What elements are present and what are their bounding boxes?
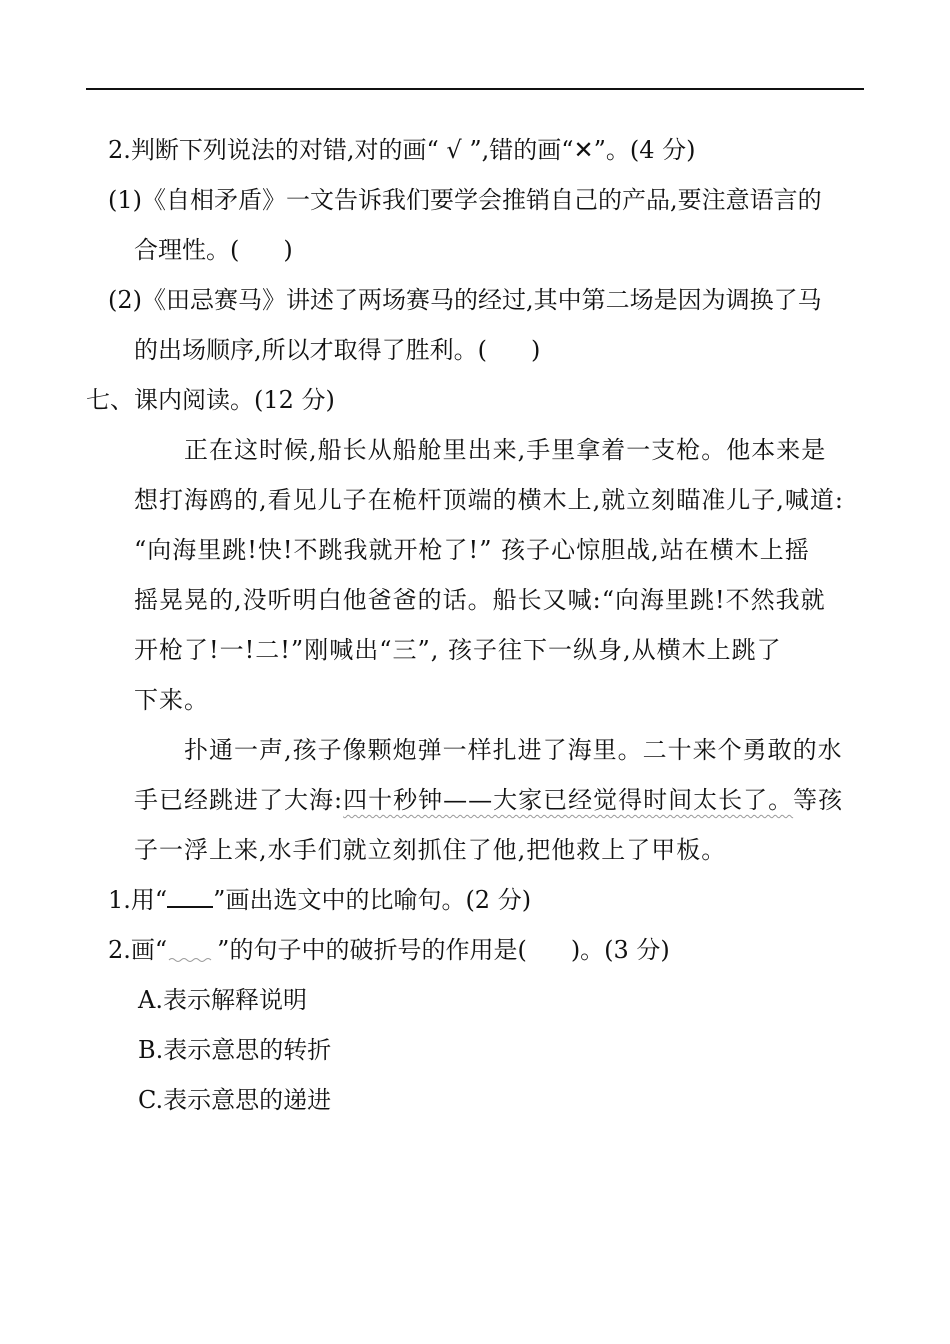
question-1-suffix: ”画出选文中的比喻句。(2 分) — [213, 886, 532, 914]
straight-underline-sample — [167, 886, 213, 908]
reading-question-1 — [108, 884, 531, 916]
option-a[interactable]: A.表示解释说明 — [138, 986, 307, 1014]
judge-item-2-line-2 — [134, 334, 540, 366]
wavy-underline-sample — [167, 934, 217, 966]
passage-text: 手已经跳进了大海: — [134, 786, 344, 814]
top-rule — [86, 88, 864, 90]
judge-item-1-line-1: (1)《自相矛盾》一文告诉我们要学会推销自己的产品,要注意语言的 — [108, 186, 822, 214]
question-1-prefix: 1.用“ — [108, 886, 168, 914]
passage-line: “向海里跳!快!不跳我就开枪了!” 孩子心惊胆战,站在横木上摇 — [134, 536, 810, 564]
wavy-underlined-sentence: 四十秒钟——大家已经觉得时间太长了。 — [343, 786, 794, 814]
judge-item-2-text: 的出场顺序,所以才取得了胜利。( — [134, 336, 487, 364]
section-7-heading: 七、课内阅读。(12 分) — [86, 386, 335, 414]
passage-line: 想打海鸥的,看见儿子在桅杆顶端的横木上,就立刻瞄准儿子,喊道: — [134, 486, 844, 514]
question-2-prefix: 2.画“ — [108, 936, 168, 964]
judge-item-1-text: 合理性。( — [134, 236, 240, 264]
judge-item-1-close: ) — [283, 236, 293, 264]
reading-question-2 — [108, 934, 670, 966]
passage-line: 开枪了!一!二!”刚喊出“三”, 孩子往下一纵身,从横木上跳了 — [134, 636, 782, 664]
passage-line — [134, 784, 843, 816]
passage-line: 子一浮上来,水手们就立刻抓住了他,把他救上了甲板。 — [134, 836, 727, 864]
passage-line: 正在这时候,船长从船舱里出来,手里拿着一支枪。他本来是 — [184, 436, 827, 464]
option-c[interactable]: C.表示意思的递进 — [138, 1086, 332, 1114]
question-2-suffix: )。(3 分) — [570, 936, 670, 964]
judge-item-1-line-2 — [134, 234, 293, 266]
option-b[interactable]: B.表示意思的转折 — [138, 1036, 332, 1064]
passage-line: 摇晃晃的,没听明白他爸爸的话。船长又喊:“向海里跳!不然我就 — [134, 586, 826, 614]
judge-question-title: 2.判断下列说法的对错,对的画“ √ ”,错的画“✕”。(4 分) — [108, 136, 696, 164]
judge-item-2-line-1: (2)《田忌赛马》讲述了两场赛马的经过,其中第二场是因为调换了马 — [108, 286, 822, 314]
judge-item-2-close: ) — [531, 336, 541, 364]
passage-line: 扑通一声,孩子像颗炮弹一样扎进了海里。二十来个勇敢的水 — [184, 736, 843, 764]
passage-text: 等孩 — [793, 786, 844, 814]
question-2-middle: ”的句子中的破折号的作用是( — [217, 936, 527, 964]
passage-line: 下来。 — [134, 686, 209, 714]
